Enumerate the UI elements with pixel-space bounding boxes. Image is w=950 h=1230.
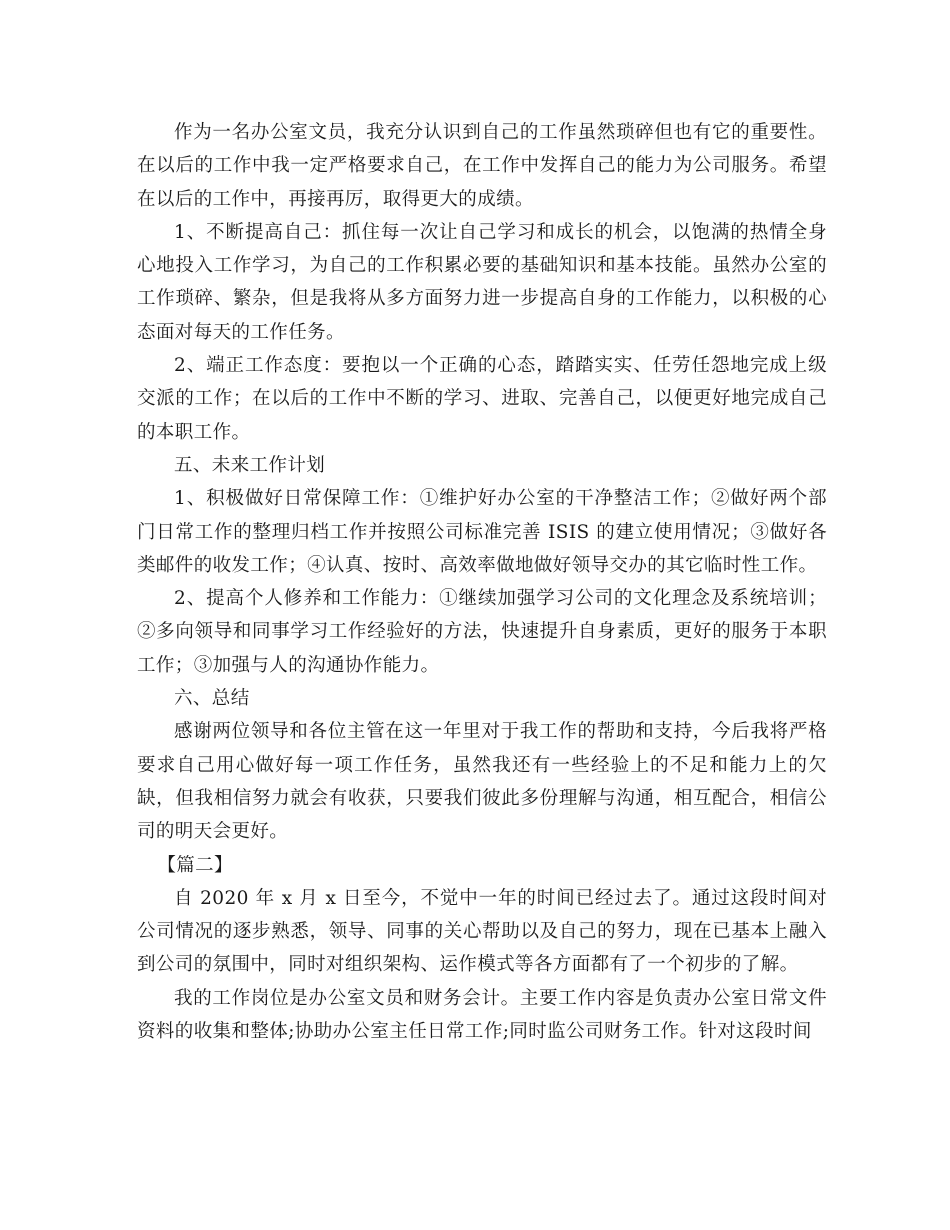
paragraph-item-1-self-improvement: 1、不断提高自己：抓住每一次让自己学习和成长的机会，以饱满的热情全身心地投入工作学习，为自己的工作积累必要的基础知识和基本技能。虽然办公室的工作琐碎、繁杂，但是我将从多方面努力进一步提高自身的工作能力，以积极的心态面对每天的工作任务。 (137, 221, 827, 343)
section-heading-part-two: 【篇二】 (157, 854, 233, 876)
paragraph-part-two-intro: 自 2020 年 x 月 x 日至今，不觉中一年的时间已经过去了。通过这段时间对公司情况的逐步熟悉，领导、同事的关心帮助以及自己的努力，现在已基本上融入到公司的氛围中，同时对组织架构、运作模式等各方面都有了一个初步的了解。 (137, 887, 827, 976)
section-heading-summary: 六、总结 (174, 688, 250, 710)
paragraph-job-description: 我的工作岗位是办公室文员和财务会计。主要工作内容是负责办公室日常文件资料的收集和整体;协助办公室主任日常工作;同时监公司财务工作。针对这段时间 (137, 987, 827, 1043)
document-body (137, 116, 827, 1048)
paragraph-intro: 作为一名办公室文员，我充分认识到自己的工作虽然琐碎但也有它的重要性。在以后的工作中我一定严格要求自己，在工作中发挥自己的能力为公司服务。希望在以后的工作中，再接再厉，取得更大的成绩。 (137, 122, 827, 210)
section-heading-future-plan: 五、未来工作计划 (174, 454, 326, 476)
paragraph-plan-1: 1、积极做好日常保障工作：①维护好办公室的干净整洁工作；②做好两个部门日常工作的整理归档工作并按照公司标准完善 ISIS 的建立使用情况；③做好各类邮件的收发工作；④认真、按时、高效率做地做好领导交办的其它临时性工作。 (137, 488, 827, 576)
paragraph-item-2-attitude: 2、端正工作态度：要抱以一个正确的心态，踏踏实实、任劳任怨地完成上级交派的工作；在以后的工作中不断的学习、进取、完善自己，以便更好地完成自己的本职工作。 (137, 355, 827, 443)
paragraph-plan-2: 2、提高个人修养和工作能力：①继续加强学习公司的文化理念及系统培训；②多向领导和同事学习工作经验好的方法，快速提升自身素质，更好的服务于本职工作；③加强与人的沟通协作能力。 (137, 588, 827, 676)
paragraph-summary: 感谢两位领导和各位主管在这一年里对于我工作的帮助和支持，今后我将严格要求自己用心做好每一项工作任务，虽然我还有一些经验上的不足和能力上的欠缺，但我相信努力就会有收获，只要我们彼此多份理解与沟通，相互配合，相信公司的明天会更好。 (137, 721, 827, 843)
